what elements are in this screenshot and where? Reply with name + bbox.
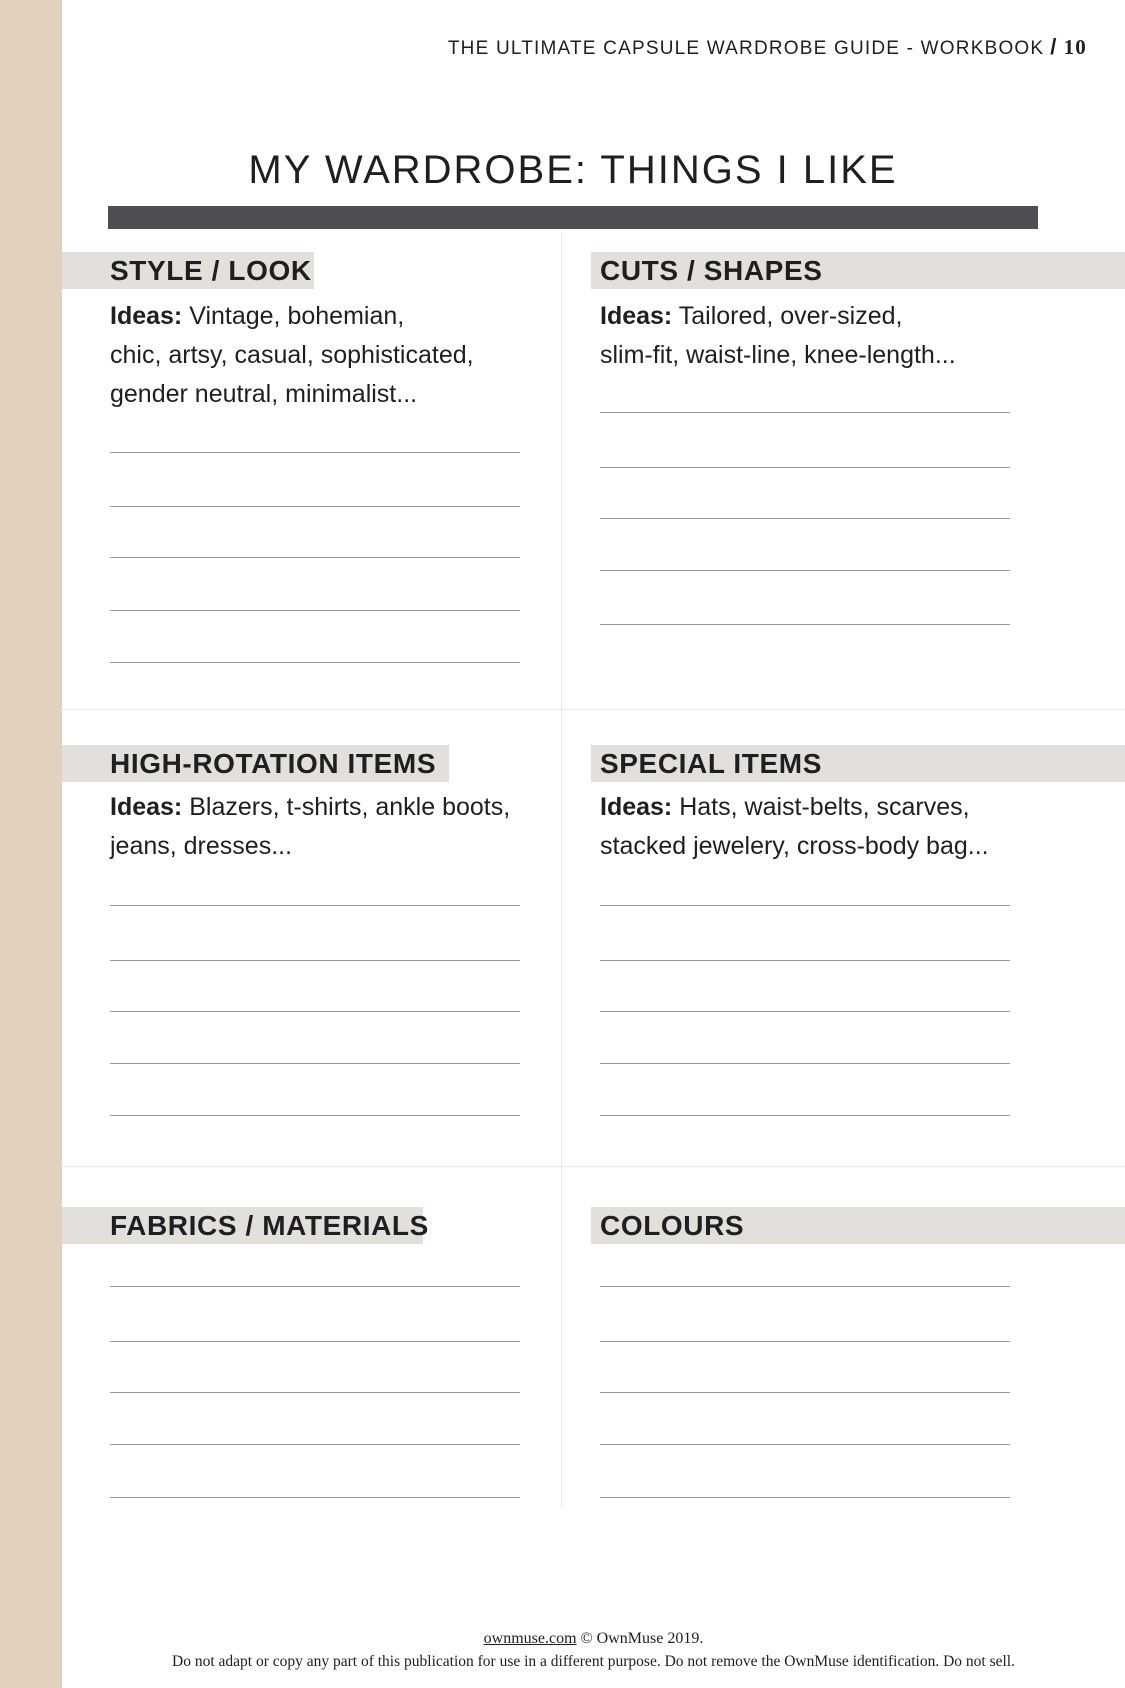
ideas-label: Ideas:	[110, 302, 183, 330]
footer-copyright-line	[62, 1630, 1125, 1648]
section-heading: STYLE / LOOK	[62, 252, 314, 289]
writing-line[interactable]	[600, 1392, 1010, 1393]
writing-line[interactable]	[110, 1011, 520, 1012]
writing-line[interactable]	[110, 662, 520, 663]
writing-line[interactable]	[110, 960, 520, 961]
writing-line[interactable]	[110, 452, 520, 453]
writing-line[interactable]	[600, 467, 1010, 468]
writing-line[interactable]	[600, 960, 1010, 961]
writing-line[interactable]	[600, 1011, 1010, 1012]
writing-line[interactable]	[110, 1444, 520, 1445]
section-heading: HIGH-ROTATION ITEMS	[62, 745, 449, 782]
writing-line[interactable]	[600, 570, 1010, 571]
writing-line[interactable]	[600, 1115, 1010, 1116]
page-title: MY WARDROBE: THINGS I LIKE	[248, 148, 898, 192]
writing-line[interactable]	[110, 506, 520, 507]
ideas-text	[110, 788, 560, 866]
writing-line[interactable]	[600, 1497, 1010, 1498]
section-colours	[591, 1207, 1125, 1507]
row-divider	[62, 709, 1125, 710]
footer-notice: Do not adapt or copy any part of this publication for use in a different purpose. Do not remove the OwnMuse identification. Do not sell.	[172, 1653, 1015, 1670]
writing-line[interactable]	[600, 1341, 1010, 1342]
writing-line[interactable]	[110, 610, 520, 611]
writing-line[interactable]	[110, 1063, 520, 1064]
side-color-strip	[0, 0, 62, 1688]
ideas-line: gender neutral, minimalist...	[110, 380, 418, 408]
section-high-rotation-items	[62, 745, 561, 1125]
writing-line[interactable]	[110, 1115, 520, 1116]
section-heading: CUTS / SHAPES	[591, 252, 1125, 289]
ideas-text	[600, 297, 1080, 375]
section-special-items	[591, 745, 1125, 1125]
writing-line[interactable]	[110, 905, 520, 906]
writing-line[interactable]	[110, 557, 520, 558]
row-divider	[62, 1166, 1125, 1167]
section-heading: SPECIAL ITEMS	[591, 745, 1125, 782]
ideas-line: stacked jewelery, cross-body bag...	[600, 832, 989, 860]
writing-line[interactable]	[600, 1286, 1010, 1287]
section-style-look	[62, 252, 561, 672]
ideas-text	[600, 788, 1080, 866]
ideas-label: Ideas:	[600, 302, 673, 330]
writing-line[interactable]	[600, 624, 1010, 625]
ideas-line: Vintage, bohemian,	[189, 302, 405, 330]
writing-line[interactable]	[600, 412, 1010, 413]
writing-line[interactable]	[600, 905, 1010, 906]
page-number: 10	[1063, 35, 1087, 59]
section-heading: COLOURS	[591, 1207, 1125, 1244]
ideas-label: Ideas:	[110, 793, 183, 821]
writing-line[interactable]	[110, 1392, 520, 1393]
section-cuts-shapes	[591, 252, 1125, 632]
running-header	[448, 34, 1087, 60]
title-rule	[108, 206, 1038, 229]
header-separator: /	[1050, 34, 1058, 59]
section-heading: FABRICS / MATERIALS	[62, 1207, 423, 1244]
ideas-line: chic, artsy, casual, sophisticated,	[110, 341, 474, 369]
ideas-line: Hats, waist-belts, scarves,	[679, 793, 970, 821]
ideas-line: Blazers, t-shirts, ankle boots,	[189, 793, 511, 821]
ideas-line: Tailored, over-sized,	[678, 302, 903, 330]
ideas-label: Ideas:	[600, 793, 673, 821]
writing-line[interactable]	[110, 1341, 520, 1342]
guide-title: THE ULTIMATE CAPSULE WARDROBE GUIDE - WORKBOOK	[447, 38, 1045, 59]
writing-line[interactable]	[110, 1497, 520, 1498]
column-divider	[561, 232, 562, 1508]
ideas-text	[110, 297, 530, 414]
writing-line[interactable]	[600, 518, 1010, 519]
ideas-line: slim-fit, waist-line, knee-length...	[600, 341, 956, 369]
copyright-text: © OwnMuse 2019.	[580, 1630, 704, 1647]
writing-line[interactable]	[600, 1063, 1010, 1064]
writing-line[interactable]	[600, 1444, 1010, 1445]
website-link[interactable]: ownmuse.com	[483, 1630, 577, 1647]
writing-line[interactable]	[110, 1286, 520, 1287]
section-fabrics-materials	[62, 1207, 561, 1507]
ideas-line: jeans, dresses...	[110, 832, 293, 860]
